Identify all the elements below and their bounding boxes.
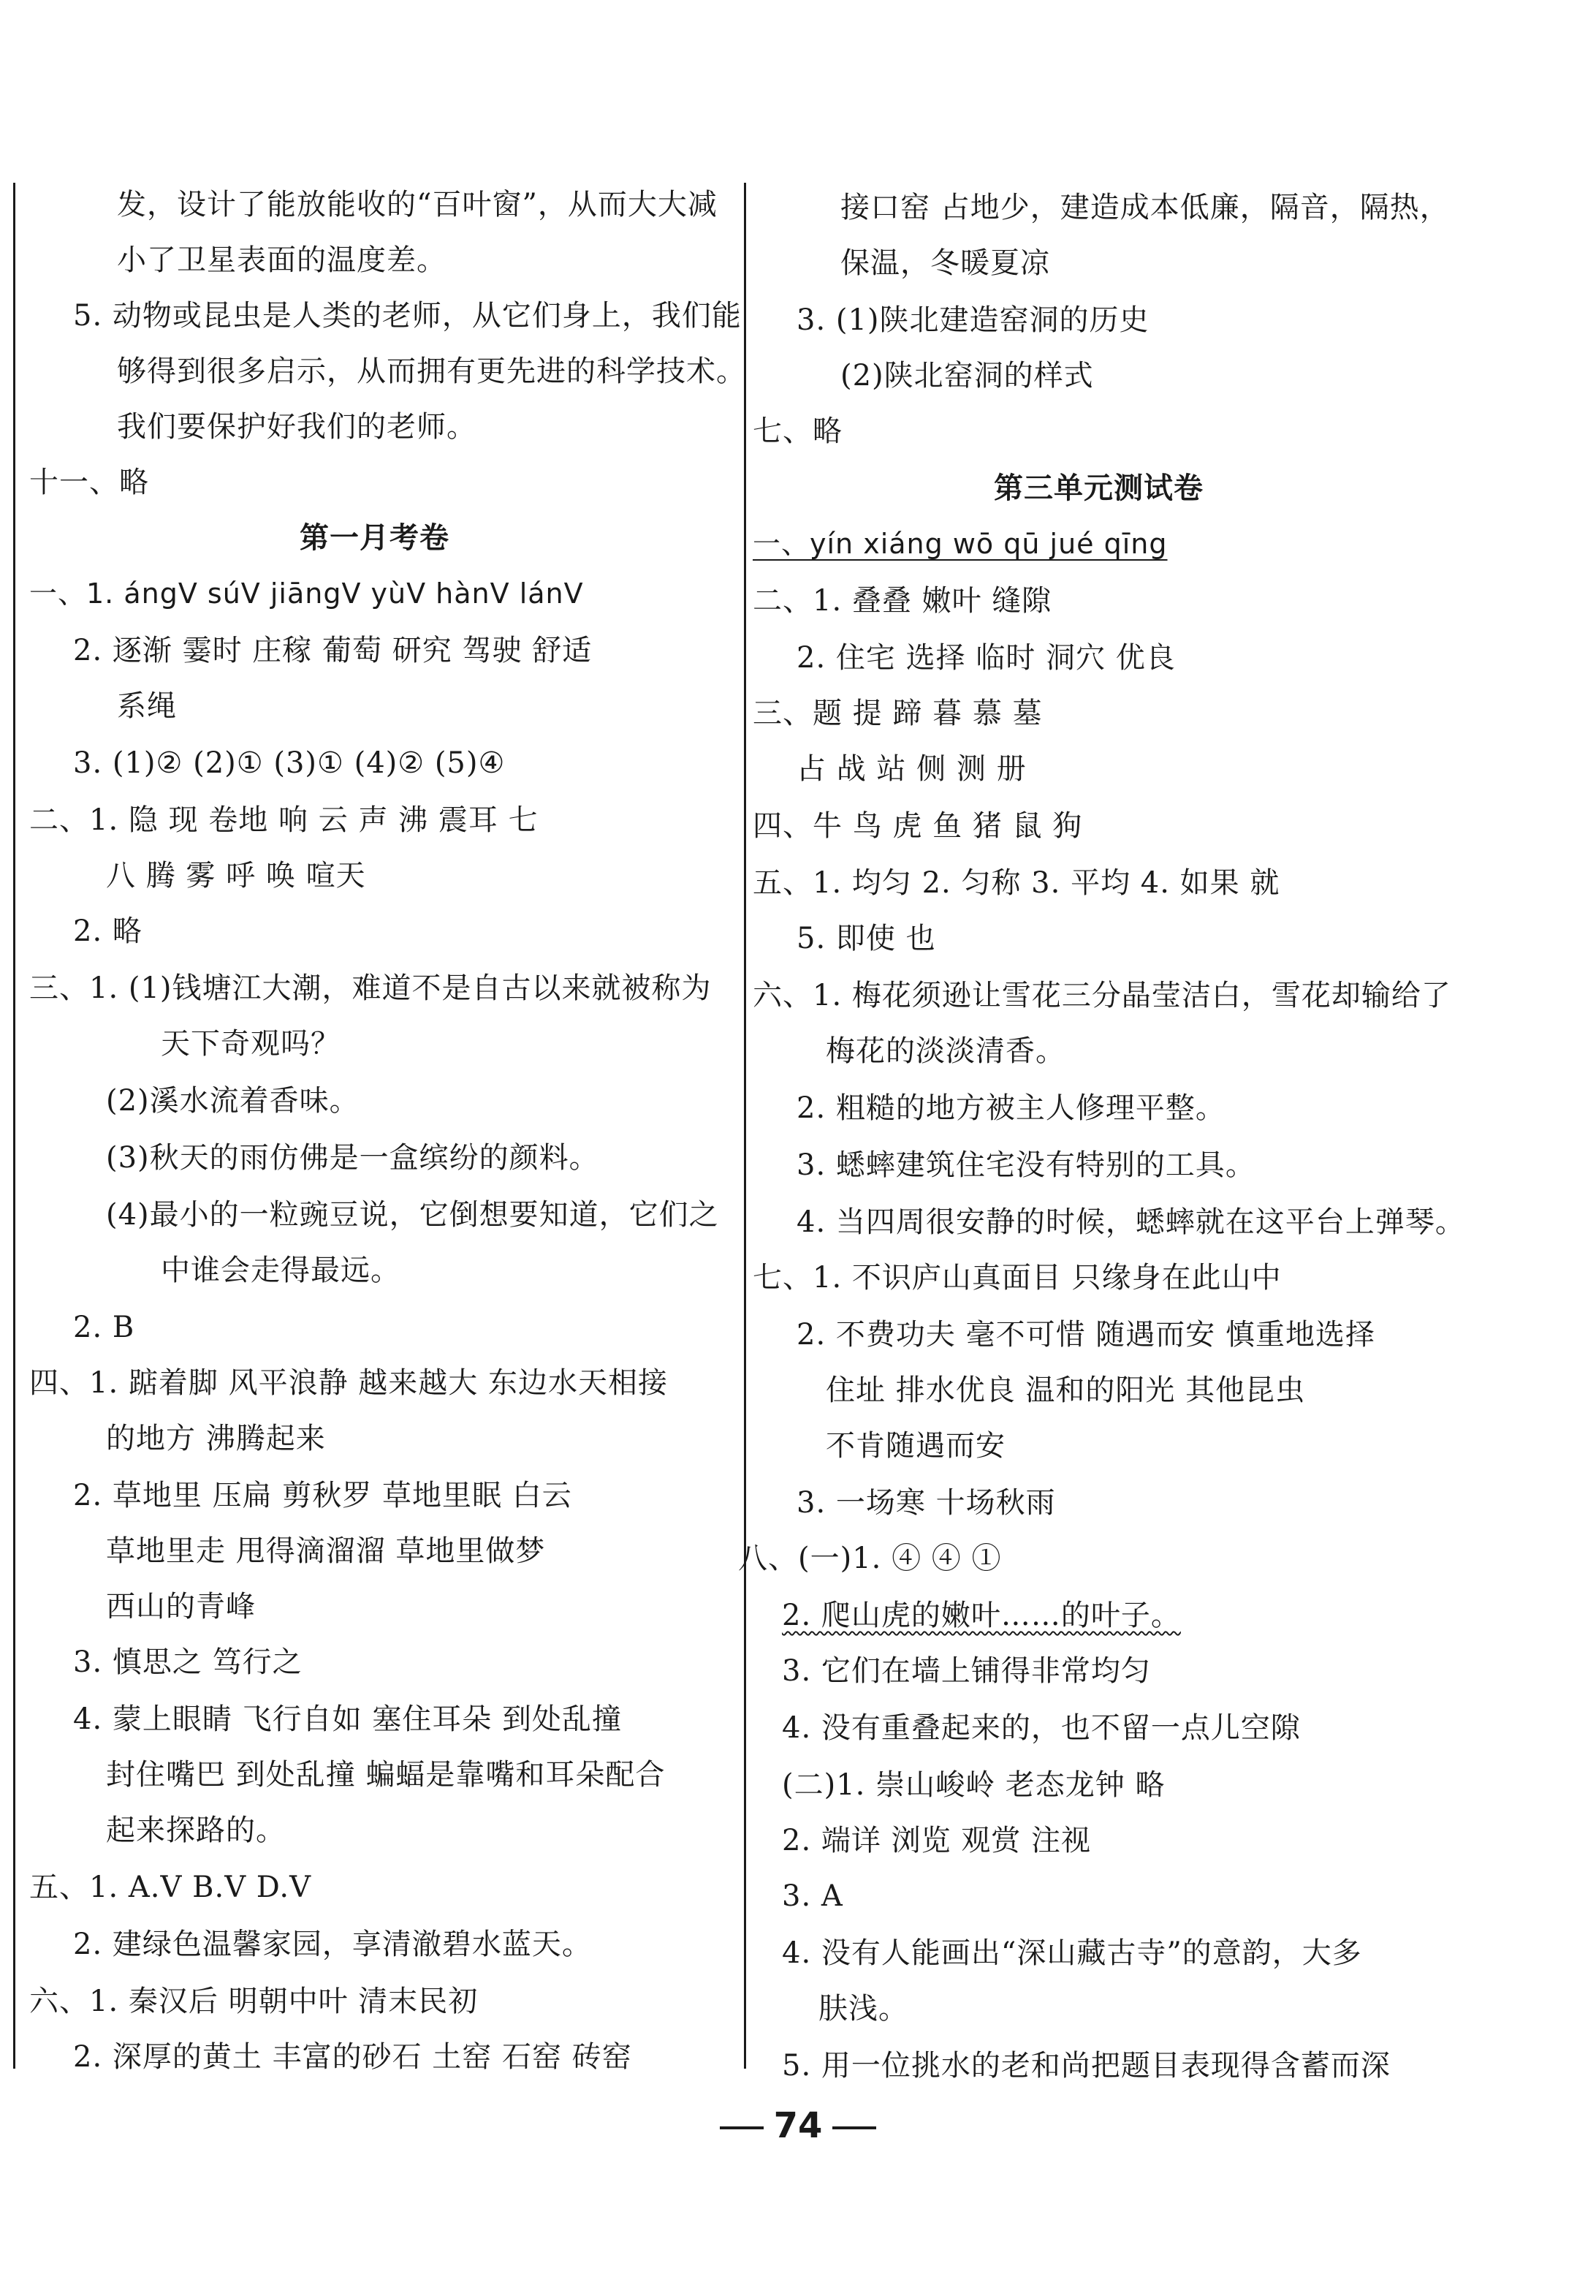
text-line: (二)1. 崇山峻岭 老态龙钟 略 <box>782 1768 1166 1802</box>
text-line: 四、1. 踮着脚 风平浪静 越来越大 东边水天相接 <box>29 1366 669 1400</box>
text-line: 起来探路的。 <box>106 1814 286 1847</box>
text-line: 六、1. 梅花须逊让雪花三分晶莹洁白，雪花却输给了 <box>753 979 1451 1012</box>
text-line: 4. 当四周很安静的时候，蟋蟀就在这平台上弹琴。 <box>797 1205 1465 1239</box>
text-line: 住址 排水优良 温和的阳光 其他昆虫 <box>826 1374 1306 1407</box>
text-line: 3. 一场寒 十场秋雨 <box>797 1486 1056 1520</box>
text-line: 3. 蟋蟀建筑住宅没有特别的工具。 <box>797 1148 1255 1182</box>
text-line: 一、1. ángV súV jiāngV yùV hànV lánV <box>29 577 584 610</box>
text-line: 不肯随遇而安 <box>826 1429 1006 1463</box>
text-line: 封住嘴巴 到处乱撞 蝙蝠是靠嘴和耳朵配合 <box>106 1758 666 1792</box>
text-line: 草地里走 甩得滴溜溜 草地里做梦 <box>106 1534 546 1568</box>
text-line: (4)最小的一粒豌豆说，它倒想要知道，它们之 <box>106 1198 719 1232</box>
text-line: 保温，冬暖夏凉 <box>840 246 1050 280</box>
section-heading: 第一月考卷 <box>300 520 449 555</box>
text-line: 2. 建绿色温馨家园，享清澈碧水蓝天。 <box>73 1928 592 1961</box>
text-line: 2. 不费功夫 毫不可惜 随遇而安 慎重地选择 <box>797 1318 1376 1352</box>
text-line: 2. B <box>73 1311 135 1344</box>
text-line: 占 战 站 侧 测 册 <box>797 752 1027 786</box>
text-line: 梅花的淡淡清香。 <box>826 1034 1065 1068</box>
text-line: 八、(一)1. ④ ④ ① <box>738 1542 1002 1575</box>
text-line: 肤浅。 <box>818 1992 908 2026</box>
text-line: (3)秋天的雨仿佛是一盒缤纷的颜料。 <box>106 1141 599 1175</box>
text-line: 接口窑 占地少，建造成本低廉，隔音，隔热， <box>840 191 1450 224</box>
text-line: (2)溪水流着香味。 <box>106 1084 360 1118</box>
text-line: 2. 住宅 选择 临时 洞穴 优良 <box>797 641 1176 675</box>
text-line: 三、题 提 蹄 暮 慕 墓 <box>753 697 1043 730</box>
text-line: 的地方 沸腾起来 <box>106 1422 326 1455</box>
dash-left <box>720 2126 764 2129</box>
left-margin-rule <box>13 183 15 2069</box>
text-line: 5. 动物或昆虫是人类的老师，从它们身上，我们能 <box>73 299 742 333</box>
text-line: 六、1. 秦汉后 明朝中叶 清末民初 <box>29 1985 479 2018</box>
text-line: 二、1. 叠叠 嫩叶 缝隙 <box>753 584 1052 618</box>
text-line: 3. 它们在墙上铺得非常均匀 <box>782 1654 1151 1688</box>
text-line: 八 腾 雾 呼 唤 喧天 <box>106 859 366 893</box>
text-line: 2. 逐渐 霎时 庄稼 葡萄 研究 驾驶 舒适 <box>73 634 593 667</box>
dash-right <box>832 2126 876 2129</box>
text-line: 2. 爬山虎的嫩叶……的叶子。 <box>782 1599 1181 1632</box>
center-column-rule <box>744 183 746 2069</box>
section-heading: 第三单元测试卷 <box>994 471 1204 505</box>
text-line: 一、yín xiáng wō qū jué qīng <box>753 528 1168 560</box>
text-line: 十一、略 <box>29 466 149 499</box>
text-line: 系绳 <box>117 689 177 723</box>
text-line: 4. 没有重叠起来的，也不留一点儿空隙 <box>782 1711 1301 1745</box>
text-line: 四、牛 鸟 虎 鱼 猪 鼠 狗 <box>753 809 1083 843</box>
text-line: 发，设计了能放能收的“百叶窗”，从而大大减 <box>117 188 718 221</box>
text-line: 三、1. (1)钱塘江大潮，难道不是自古以来就被称为 <box>29 971 712 1005</box>
text-line: 七、略 <box>753 414 843 448</box>
text-line: 5. 即使 也 <box>797 922 936 955</box>
text-line: 中谁会走得最远。 <box>161 1254 400 1287</box>
text-line: 天下奇观吗？ <box>161 1027 341 1061</box>
text-line: 4. 蒙上眼睛 飞行自如 塞住耳朵 到处乱撞 <box>73 1702 623 1736</box>
text-line: 2. 略 <box>73 914 142 948</box>
text-line: 我们要保护好我们的老师。 <box>117 410 476 444</box>
text-line: 2. 粗糙的地方被主人修理平整。 <box>797 1091 1226 1125</box>
text-line: 七、1. 不识庐山真面目 只缘身在此山中 <box>753 1261 1282 1295</box>
text-line: 4. 没有人能画出“深山藏古寺”的意韵，大多 <box>782 1936 1362 1970</box>
text-line: 3. 慎思之 笃行之 <box>73 1645 303 1679</box>
text-line: 够得到很多启示，从而拥有更先进的科学技术。 <box>117 355 746 388</box>
page-number <box>0 2104 1596 2148</box>
text-line: 西山的青峰 <box>106 1590 256 1624</box>
text-line: 五、1. A.V B.V D.V <box>29 1871 312 1904</box>
text-line: 3. A <box>782 1879 843 1913</box>
text-line: 5. 用一位挑水的老和尚把题目表现得含蓄而深 <box>782 2049 1391 2083</box>
text-line: (2)陕北窑洞的样式 <box>840 359 1094 393</box>
text-line: 3. (1)② (2)① (3)① (4)② (5)④ <box>73 746 506 780</box>
text-line: 2. 草地里 压扁 剪秋罗 草地里眠 白云 <box>73 1479 572 1512</box>
text-line: 3. (1)陕北建造窑洞的历史 <box>797 303 1150 337</box>
page-number-text: 74 <box>773 2105 823 2146</box>
text-line: 二、1. 隐 现 卷地 响 云 声 沸 震耳 七 <box>29 803 539 837</box>
text-line: 2. 深厚的黄土 丰富的砂石 土窑 石窑 砖窑 <box>73 2040 632 2074</box>
text-line: 2. 端详 浏览 观赏 注视 <box>782 1824 1092 1857</box>
text-line: 五、1. 均匀 2. 匀称 3. 平均 4. 如果 就 <box>753 866 1280 900</box>
text-line: 小了卫星表面的温度差。 <box>117 243 446 277</box>
